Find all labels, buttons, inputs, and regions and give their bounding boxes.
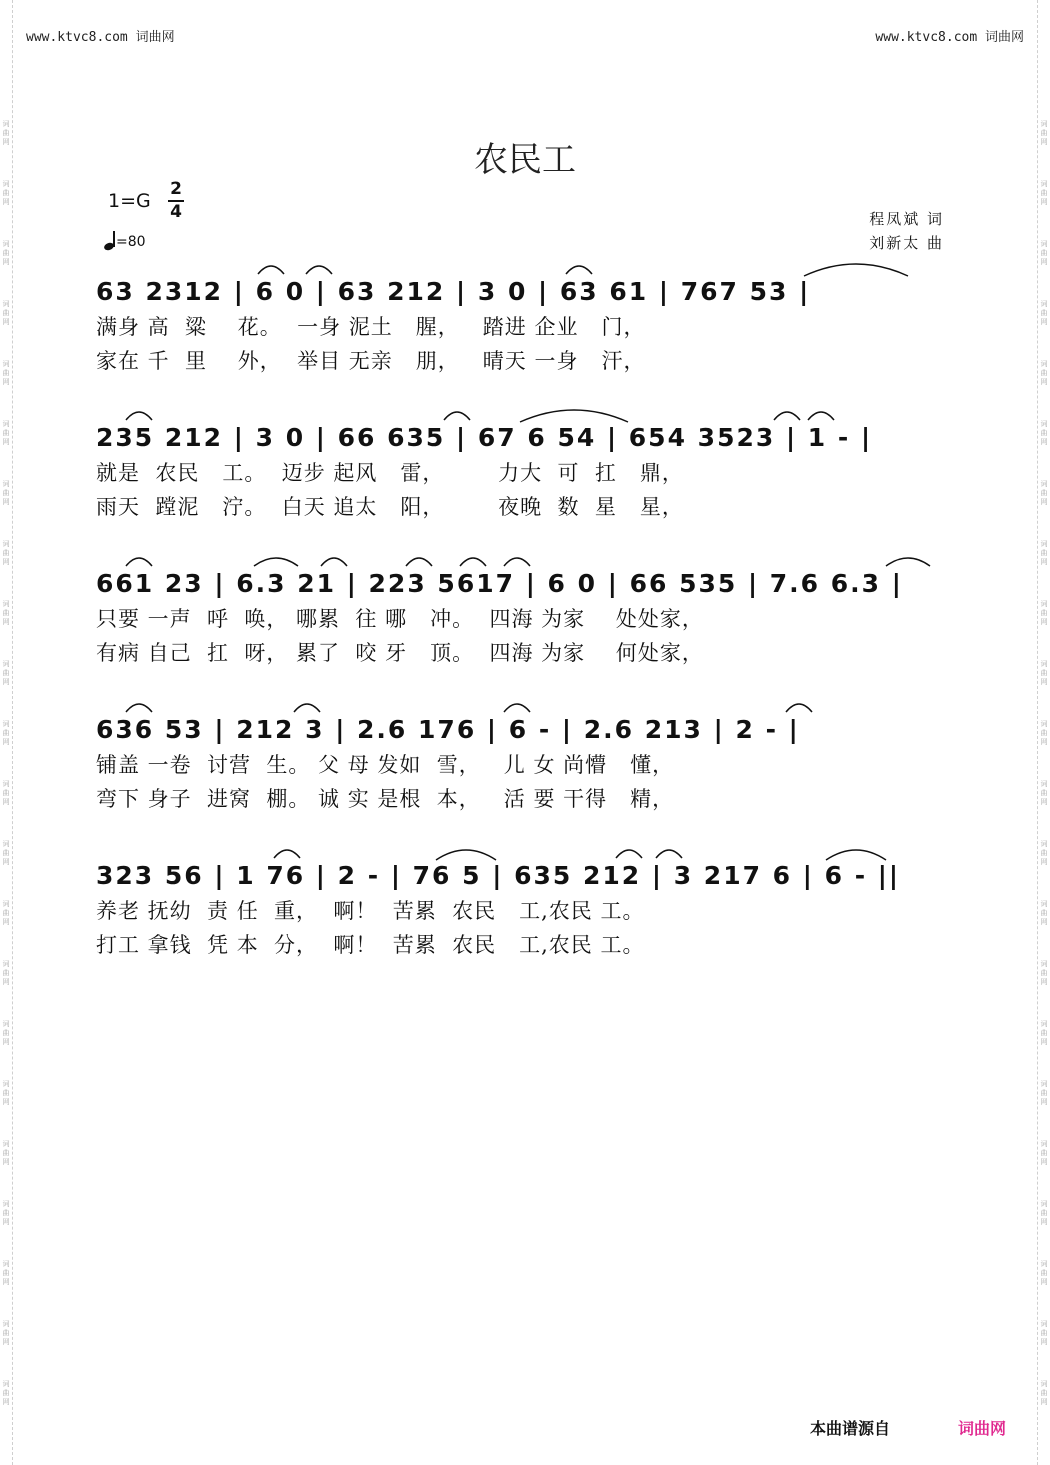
margin-watermark-text: 词 曲 网 xyxy=(2,1260,10,1286)
lyrics-verse-2: 打工 拿钱 凭 本 分， 啊！ 苦累 农民 工,农民 工。 xyxy=(96,933,645,957)
header-right-url: www.ktvc8.com 词曲网 xyxy=(875,30,1024,45)
margin-watermark-text: 词 曲 网 xyxy=(2,360,10,386)
margin-watermark-text: 词 曲 网 xyxy=(1040,780,1048,806)
margin-watermark-text: 词 曲 网 xyxy=(1040,960,1048,986)
margin-watermark-text: 词 曲 网 xyxy=(1040,840,1048,866)
margin-watermark-text: 词 曲 网 xyxy=(2,300,10,326)
lyrics-verse-1: 满身 高 粱 花。 一身 泥土 腥， 踏进 企业 门， xyxy=(96,315,646,339)
margin-watermark-text: 词 曲 网 xyxy=(1040,1200,1048,1226)
margin-watermark-text: 词 曲 网 xyxy=(1040,1320,1048,1346)
margin-watermark-text: 词 曲 网 xyxy=(2,1020,10,1046)
margin-watermark-text: 词 曲 网 xyxy=(2,660,10,686)
lyrics-verse-2: 弯下 身子 进窝 棚。 诚 实 是根 本， 活 要 干得 精， xyxy=(96,787,675,811)
melody-line: 636 53 | 212 3 | 2.6 176 | 6 - | 2.6 213 | 2 - | xyxy=(96,715,800,744)
time-signature xyxy=(168,180,184,222)
margin-watermark-text: 词 曲 网 xyxy=(1040,660,1048,686)
margin-watermark-text: 词 曲 网 xyxy=(2,540,10,566)
key-signature: 1=G xyxy=(108,190,151,212)
margin-watermark-text: 词 曲 网 xyxy=(2,1140,10,1166)
melody-line: 235 212 | 3 0 | 66 635 | 67 6 54 | 654 3523 | 1 - | xyxy=(96,423,873,452)
score-line-4 xyxy=(96,710,956,840)
melody-line: 661 23 | 6.3 21 | 223 5617 | 6 0 | 66 535 | 7.6 6.3 | xyxy=(96,569,903,598)
score-line-5 xyxy=(96,856,956,986)
margin-watermark-text: 词 曲 网 xyxy=(1040,180,1048,206)
lyrics-verse-1: 养老 抚幼 责 任 重， 啊！ 苦累 农民 工,农民 工。 xyxy=(96,899,645,923)
margin-watermark-text: 词 曲 网 xyxy=(2,960,10,986)
margin-watermark-text: 词 曲 网 xyxy=(1040,1140,1048,1166)
margin-watermark-text: 词 曲 网 xyxy=(2,780,10,806)
margin-watermark-text: 词 曲 网 xyxy=(1040,1380,1048,1406)
margin-watermark-text: 词 曲 网 xyxy=(1040,1020,1048,1046)
margin-watermark-text: 词 曲 网 xyxy=(2,600,10,626)
melody-line: 323 56 | 1 76 | 2 - | 76 5 | 635 212 | 3 217 6 | 6 - || xyxy=(96,861,901,890)
margin-watermark-text: 词 曲 网 xyxy=(1040,540,1048,566)
right-margin-watermark xyxy=(1037,0,1050,1465)
lyrics-verse-1: 就是 农民 工。 迈步 起风 雷， 力大 可 扛 鼎， xyxy=(96,461,684,485)
composer-credit: 刘新太 曲 xyxy=(869,234,944,252)
margin-watermark-text: 词 曲 网 xyxy=(2,1380,10,1406)
lyrics-verse-2: 家在 千 里 外， 举目 无亲 朋， 晴天 一身 汗， xyxy=(96,349,646,373)
margin-watermark-text: 词 曲 网 xyxy=(1040,600,1048,626)
margin-watermark-text: 词 曲 网 xyxy=(1040,300,1048,326)
score-line-1 xyxy=(96,272,956,402)
margin-watermark-text: 词 曲 网 xyxy=(1040,360,1048,386)
score-line-2 xyxy=(96,418,956,548)
footer-site-link[interactable]: 词曲网 xyxy=(958,1419,1007,1438)
score-line-3 xyxy=(96,564,956,694)
margin-watermark-text: 词 曲 网 xyxy=(1040,420,1048,446)
margin-watermark-text: 词 曲 网 xyxy=(2,120,10,146)
footer-source-label: 本曲谱源自 xyxy=(810,1419,891,1438)
margin-watermark-text: 词 曲 网 xyxy=(2,420,10,446)
margin-watermark-text: 词 曲 网 xyxy=(2,480,10,506)
lyrics-verse-1: 铺盖 一卷 讨营 生。 父 母 发如 雪， 儿 女 尚懵 懂， xyxy=(96,753,675,777)
margin-watermark-text: 词 曲 网 xyxy=(1040,480,1048,506)
left-margin-watermark xyxy=(0,0,13,1465)
lyrics-verse-2: 有病 自己 扛 呀， 累了 咬 牙 顶。 四海 为家 何处家， xyxy=(96,641,704,665)
margin-watermark-text: 词 曲 网 xyxy=(2,900,10,926)
song-title: 农民工 xyxy=(474,140,576,180)
lyrics-verse-2: 雨天 蹚泥 泞。 白天 追太 阳， 夜晚 数 星 星， xyxy=(96,495,684,519)
margin-watermark-text: 词 曲 网 xyxy=(1040,240,1048,266)
margin-watermark-text: 词 曲 网 xyxy=(2,1320,10,1346)
margin-watermark-text: 词 曲 网 xyxy=(2,180,10,206)
margin-watermark-text: 词 曲 网 xyxy=(2,720,10,746)
margin-watermark-text: 词 曲 网 xyxy=(2,1080,10,1106)
tempo-marking xyxy=(104,232,146,250)
lyricist-credit: 程凤斌 词 xyxy=(869,210,944,228)
time-signature-top: 2 xyxy=(170,179,182,199)
quarter-note-icon xyxy=(104,232,116,250)
tempo-value: =80 xyxy=(116,234,146,250)
lyrics-verse-1: 只要 一声 呼 唤， 哪累 往 哪 冲。 四海 为家 处处家， xyxy=(96,607,704,631)
margin-watermark-text: 词 曲 网 xyxy=(2,1200,10,1226)
margin-watermark-text: 词 曲 网 xyxy=(1040,720,1048,746)
margin-watermark-text: 词 曲 网 xyxy=(2,840,10,866)
header-left-url: www.ktvc8.com 词曲网 xyxy=(26,30,175,45)
margin-watermark-text: 词 曲 网 xyxy=(1040,1080,1048,1106)
margin-watermark-text: 词 曲 网 xyxy=(1040,900,1048,926)
margin-watermark-text: 词 曲 网 xyxy=(2,240,10,266)
time-signature-bottom: 4 xyxy=(170,202,182,222)
margin-watermark-text: 词 曲 网 xyxy=(1040,120,1048,146)
melody-line: 63 2312 | 6 0 | 63 212 | 3 0 | 63 61 | 767 53 | xyxy=(96,277,811,306)
margin-watermark-text: 词 曲 网 xyxy=(1040,1260,1048,1286)
